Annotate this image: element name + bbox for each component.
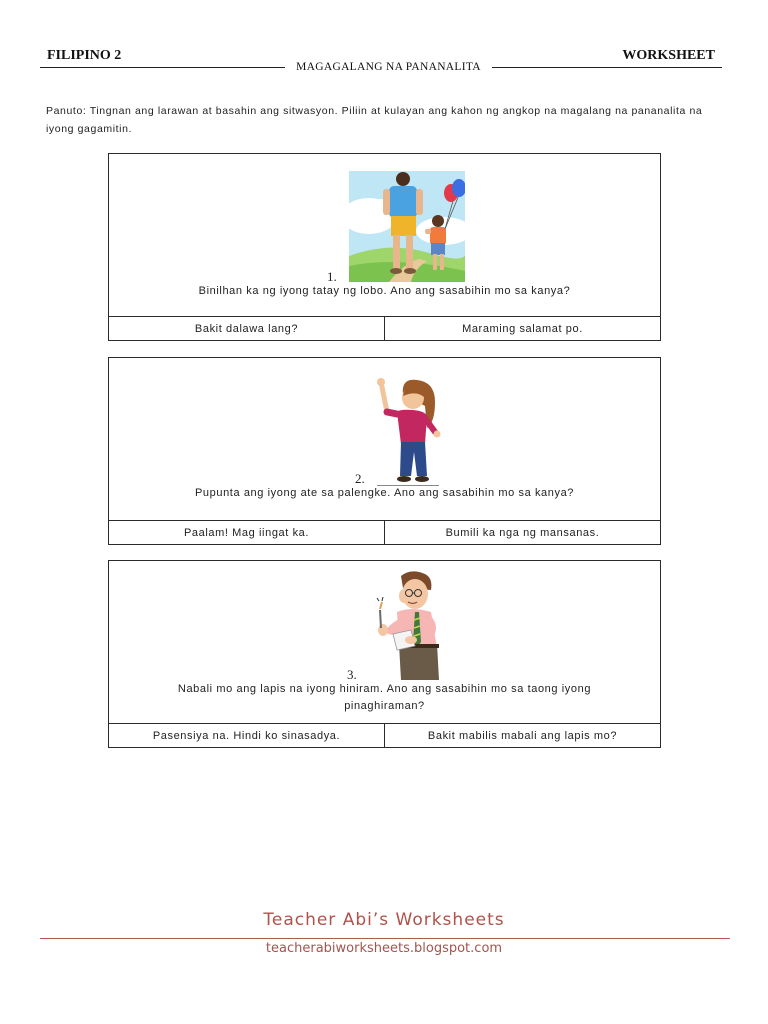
choice-b[interactable]: Bakit mabilis mabali ang lapis mo? [384, 724, 660, 747]
question-item-3 [108, 560, 661, 748]
topic-title: MAGAGALANG NA PANANALITA [296, 61, 481, 73]
choice-a[interactable]: Pasensiya na. Hindi ko sinasadya. [152, 729, 341, 742]
footer-rule [40, 938, 730, 939]
question-text: Nabali mo ang lapis na iyong hiniram. Ano ang sasabihin mo sa taong iyong pinaghiraman? [177, 683, 592, 712]
choices-row [109, 520, 660, 544]
scenario-panel [109, 358, 660, 520]
footer-brand: Teacher Abi’s Worksheets [263, 910, 505, 930]
scenario-panel [109, 561, 660, 723]
subject-title: FILIPINO 2 [47, 48, 122, 63]
question-text: Pupunta ang iyong ate sa palengke. Ano ang sasabihin mo sa kanya? [194, 487, 575, 499]
header-rule-right [492, 67, 722, 68]
choice-a[interactable]: Paalam! Mag iingat ka. [183, 526, 310, 539]
father-child-balloon-illustration [349, 171, 465, 282]
choice-a[interactable]: Bakit dalawa lang? [194, 322, 299, 335]
choices-row [109, 316, 660, 340]
man-broken-pencil-illustration [371, 568, 447, 680]
choice-b[interactable]: Maraming salamat po. [384, 317, 660, 340]
instructions: Panuto: Tingnan ang larawan at basahin ang sitwasyon. Piliin at kulayan ang kahon ng angkop na magalang na pananalita na iyong gagamitin. [46, 105, 703, 135]
scenario-panel [109, 154, 660, 316]
question-item-2 [108, 357, 661, 545]
question-number: 2. [355, 471, 365, 486]
choices-row [109, 723, 660, 747]
question-text: Binilhan ka ng iyong tatay ng lobo. Ano ang sasabihin mo sa kanya? [198, 285, 571, 297]
worksheet-label: WORKSHEET [622, 48, 715, 63]
question-number: 3. [347, 667, 357, 682]
question-number: 1. [327, 269, 337, 284]
header-rule-left [40, 67, 285, 68]
girl-waving-illustration [373, 376, 443, 486]
question-item-1 [108, 153, 661, 341]
choice-b[interactable]: Bumili ka nga ng mansanas. [384, 521, 660, 544]
footer-url[interactable]: teacherabiworksheets.blogspot.com [265, 941, 503, 956]
